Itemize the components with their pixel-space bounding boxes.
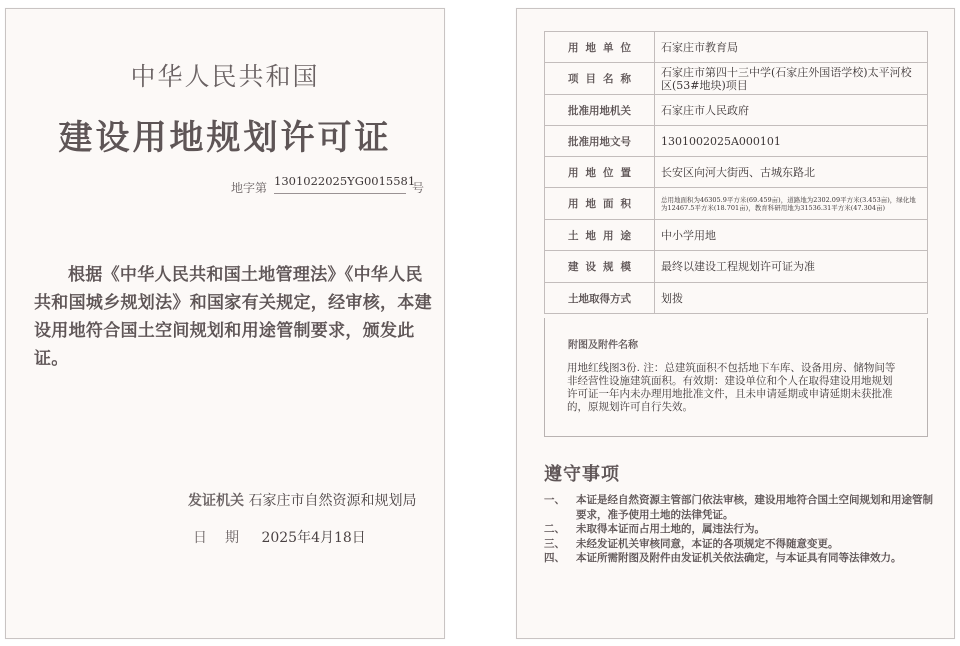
- certificate-title: 建设用地规划许可证: [58, 118, 392, 158]
- table-label: 用地面积: [545, 188, 655, 220]
- table-value: 石家庄市人民政府: [655, 95, 928, 126]
- table-row-location: [545, 157, 928, 188]
- table-value: 1301002025A000101: [655, 126, 928, 157]
- rule-item: [544, 537, 934, 552]
- rule-text: 本证是经自然资源主管部门依法审核，建设用地符合国土空间规划和用途管制要求，准予使用土地的法律凭证。: [576, 494, 933, 521]
- table-row-construction-scale: [545, 251, 928, 283]
- rule-item: [544, 551, 934, 566]
- rule-number: 二、: [544, 523, 565, 535]
- rule-item: [544, 493, 934, 522]
- attachments-title: 附图及附件名称: [568, 340, 638, 351]
- table-value: 总用地面积为46305.9平方米(69.459亩)，道路地为2302.09平方米(3.453亩)，绿化地为12467.5平方米(18.701亩)，教育科研用地为31536.31平方米(47.304亩): [655, 188, 928, 220]
- rule-number: 一、: [544, 494, 565, 506]
- date-value: 2025年4月18日: [261, 530, 366, 546]
- table-label: 建设规模: [545, 251, 655, 283]
- table-label: 用地位置: [545, 157, 655, 188]
- certificate-details-page: [516, 8, 955, 639]
- number-suffix: 号: [412, 181, 425, 195]
- rule-text: 本证所需附图及附件由发证机关依法确定，与本证具有同等法律效力。: [576, 552, 902, 564]
- certificate-number-row: [231, 173, 431, 197]
- rule-number: 四、: [544, 552, 565, 564]
- table-value: 最终以建设工程规划许可证为准: [655, 251, 928, 283]
- issuer-row: [188, 490, 416, 510]
- table-row-land-use: [545, 220, 928, 251]
- attachments-text: 用地红线图3份. 注：总建筑面积不包括地下车库、设备用房、储物间等非经营性设施建筑面积。有效期：建设单位和个人在取得建设用地规划许可证一年内未办理用地批准文件，且未申请延期或申请延期未获批准的，原规划许可自行失效。: [567, 362, 896, 413]
- legal-statement: 根据《中华人民共和国土地管理法》《中华人民共和国城乡规划法》和国家有关规定，经审核，本建设用地符合国土空间规划和用途管制要求，颁发此证。: [34, 265, 432, 369]
- number-prefix: 地字第: [231, 181, 268, 195]
- issuer-label: 发证机关: [188, 493, 244, 509]
- table-row-approval-doc-number: [545, 126, 928, 157]
- table-value: 划拨: [655, 283, 928, 314]
- table-label: 用地单位: [545, 32, 655, 63]
- table-row-acquisition-method: [545, 283, 928, 314]
- rule-text: 未取得本证而占用土地的，属违法行为。: [576, 523, 765, 535]
- table-label: 土地用途: [545, 220, 655, 251]
- table-label: 土地取得方式: [545, 283, 655, 314]
- rule-number: 三、: [544, 537, 565, 550]
- land-info-table: [544, 31, 928, 314]
- issuer-value: 石家庄市自然资源和规划局: [248, 493, 417, 509]
- country-name: 中华人民共和国: [130, 62, 320, 91]
- certificate-front-page: [5, 8, 445, 639]
- table-label: 批准用地机关: [545, 95, 655, 126]
- table-value: 长安区向河大街西、古城东路北: [655, 157, 928, 188]
- table-row-project-name: [545, 63, 928, 95]
- attachments-box: [544, 318, 928, 437]
- table-label: 批准用地文号: [545, 126, 655, 157]
- rules-title: 遵守事项: [544, 464, 620, 485]
- table-row-approval-authority: [545, 95, 928, 126]
- table-value: 石家庄市教育局: [655, 32, 928, 63]
- issue-date-row: [193, 527, 366, 547]
- rule-item: [544, 522, 934, 537]
- rule-text: 未经发证机关审核同意，本证的各项规定不得随意变更。: [576, 537, 839, 550]
- table-row-land-unit: [545, 32, 928, 63]
- table-value: 石家庄市第四十三中学(石家庄外国语学校)太平河校区(53#地块)项目: [655, 63, 928, 95]
- table-label: 项目名称: [545, 63, 655, 95]
- table-value: 中小学用地: [655, 220, 928, 251]
- certificate-number: 1301022025YG0015581: [274, 173, 406, 194]
- rules-list: [544, 493, 934, 566]
- table-row-area: [545, 188, 928, 220]
- date-label: 日期: [193, 530, 257, 546]
